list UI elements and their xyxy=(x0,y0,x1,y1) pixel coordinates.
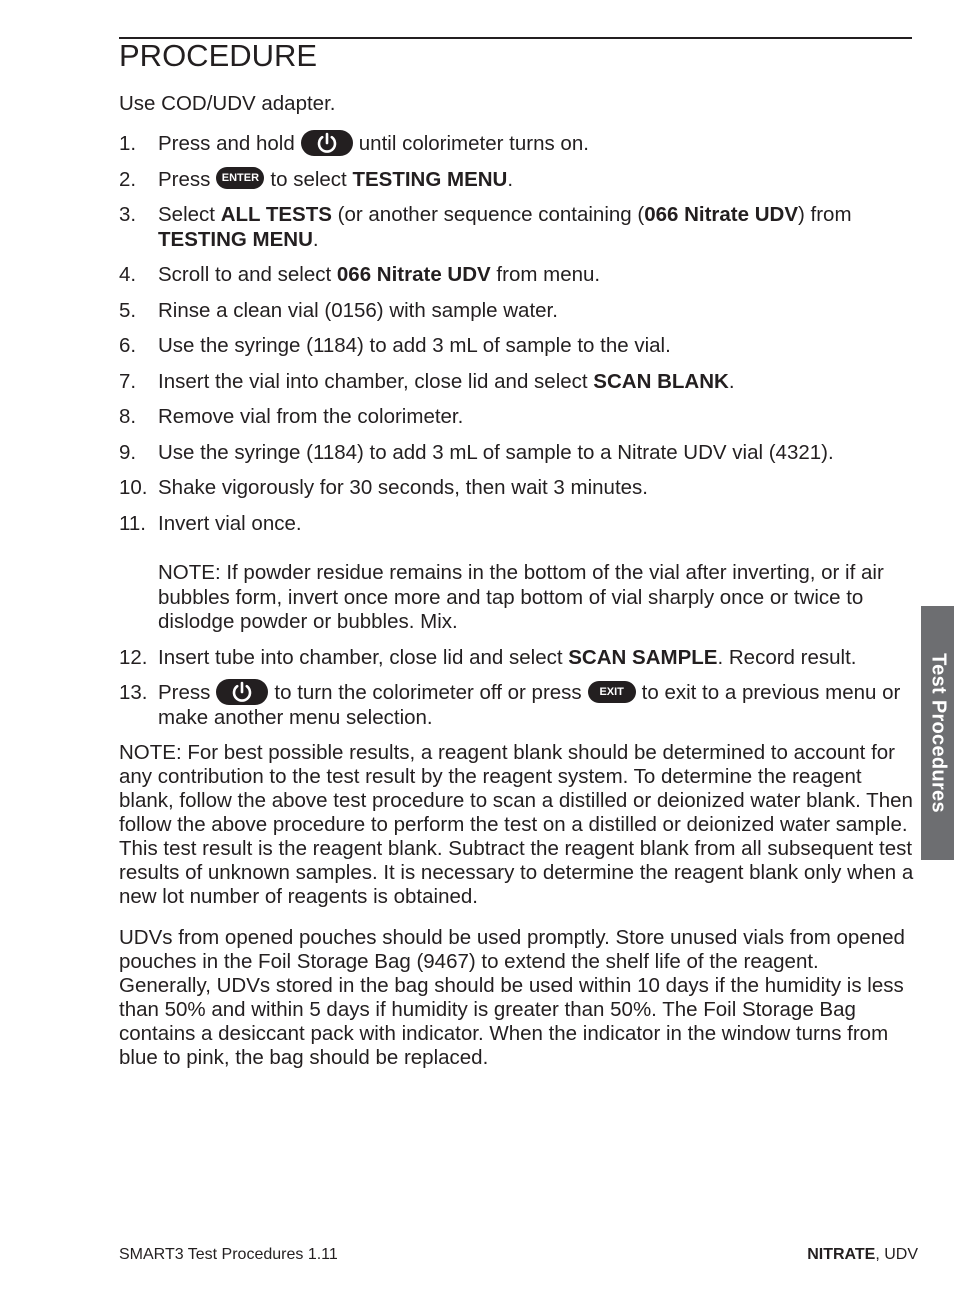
step-number: 3. xyxy=(119,203,137,226)
step-text: (or another sequence containing ( xyxy=(337,203,645,226)
procedure-steps xyxy=(119,132,914,741)
list-item xyxy=(119,334,914,359)
list-item xyxy=(119,370,914,395)
step-text: Insert tube into chamber, close lid and select xyxy=(158,645,563,669)
step-text: Insert the vial into chamber, close lid and select xyxy=(158,369,588,393)
intro-text: Use COD/UDV adapter. xyxy=(119,92,336,115)
footer-section-label xyxy=(807,1246,918,1264)
step-text: Remove vial from the colorimeter. xyxy=(158,405,464,428)
step-number: 6. xyxy=(119,334,137,357)
power-button-icon xyxy=(301,130,353,156)
menu-name: ALL TESTS xyxy=(220,203,332,226)
list-item xyxy=(119,512,914,635)
menu-option: SCAN SAMPLE xyxy=(568,645,718,669)
step-text: . xyxy=(728,369,735,393)
step-number: 8. xyxy=(119,405,137,428)
step-text: Scroll to and select xyxy=(158,263,332,286)
section-tab-label: Test Procedures xyxy=(927,653,949,813)
menu-name: TESTING MENU xyxy=(158,227,313,251)
step-number: 13. xyxy=(119,681,148,704)
list-item xyxy=(119,299,914,324)
menu-name: TESTING MENU xyxy=(352,167,508,191)
step-number: 11. xyxy=(119,511,146,535)
step-number: 5. xyxy=(119,298,137,322)
step-number: 10. xyxy=(119,476,148,499)
test-name: 066 Nitrate UDV xyxy=(336,263,491,286)
list-item xyxy=(119,168,914,193)
step-text: . xyxy=(312,227,319,251)
step-text: from menu. xyxy=(496,263,601,286)
list-item xyxy=(119,132,914,157)
step-number: 4. xyxy=(119,263,137,286)
test-name: 066 Nitrate UDV xyxy=(644,203,799,226)
step-number: 12. xyxy=(119,645,148,669)
step-number: 9. xyxy=(119,440,137,464)
footer-section-bold: NITRATE xyxy=(807,1246,876,1263)
footer-page-label: SMART3 Test Procedures 1.11 xyxy=(119,1246,338,1263)
storage-note: UDVs from opened pouches should be used promptly. Store unused vials from opened pouches in the Foil Storage Bag (9467) to extend the shelf life of the reagent. Generally, UDVs stored in the bag should be used within 10 days if the humidity is less than 50% and within 5 days if humidity is greater than 50%. The Foil Storage Bag contains a desiccant pack with indicator. When the indicator in the window turns from blue to pink, the bag should be replaced. xyxy=(119,926,905,1069)
footer-section-rest: , UDV xyxy=(875,1246,918,1263)
step-note: NOTE: If powder residue remains in the bottom of the vial after inverting, or if air bubbles form, invert once more and tap bottom of vial sharply once or twice to dislodge powder or bubbles. Mix. xyxy=(158,561,884,633)
step-text: to turn the colorimeter off or press xyxy=(274,681,582,704)
step-text: until colorimeter turns on. xyxy=(358,132,589,155)
list-item xyxy=(119,441,914,466)
list-item xyxy=(119,646,914,671)
power-button-icon xyxy=(216,679,268,705)
step-number: 1. xyxy=(119,132,137,155)
step-number: 7. xyxy=(119,369,137,393)
step-number: 2. xyxy=(119,167,137,191)
step-text: . Record result. xyxy=(717,645,857,669)
step-text: to select xyxy=(270,167,347,191)
list-item xyxy=(119,263,914,288)
enter-button-icon: ENTER xyxy=(216,167,264,189)
step-text: ) from xyxy=(798,203,852,226)
step-text: Invert vial once. xyxy=(158,511,302,535)
step-text: Press and hold xyxy=(158,132,295,155)
reagent-blank-note: NOTE: For best possible results, a reagent blank should be determined to account for any contribution to the test result by the reagent system. To determine the reagent blank, follow the above test procedure to scan a distilled or deionized water blank. Then follow the above procedure to perform the test on a distilled or deionized water sample. This test result is the reagent blank. Subtract the reagent blank from all subsequent test results of unknown samples. It is necessary to determine the reagent blank only when a new lot number of reagents is obtained. xyxy=(119,741,914,908)
step-text: Press xyxy=(158,681,211,704)
step-text: Rinse a clean vial (0156) with sample water. xyxy=(158,298,558,322)
section-tab xyxy=(921,606,954,860)
step-text: Shake vigorously for 30 seconds, then wait 3 minutes. xyxy=(158,476,648,499)
exit-button-icon: EXIT xyxy=(588,681,636,703)
page-title: PROCEDURE xyxy=(119,38,318,73)
step-text: to exit to a previous menu or make another menu selection. xyxy=(158,681,901,729)
list-item xyxy=(119,681,914,730)
step-text: Press xyxy=(158,167,211,191)
step-text: . xyxy=(507,167,514,191)
menu-option: SCAN BLANK xyxy=(593,369,729,393)
step-text: Use the syringe (1184) to add 3 mL of sample to the vial. xyxy=(158,334,671,357)
list-item xyxy=(119,476,914,501)
step-text: Use the syringe (1184) to add 3 mL of sample to a Nitrate UDV vial (4321). xyxy=(158,440,834,464)
step-text: Select xyxy=(158,203,215,226)
list-item xyxy=(119,203,914,252)
list-item xyxy=(119,405,914,430)
